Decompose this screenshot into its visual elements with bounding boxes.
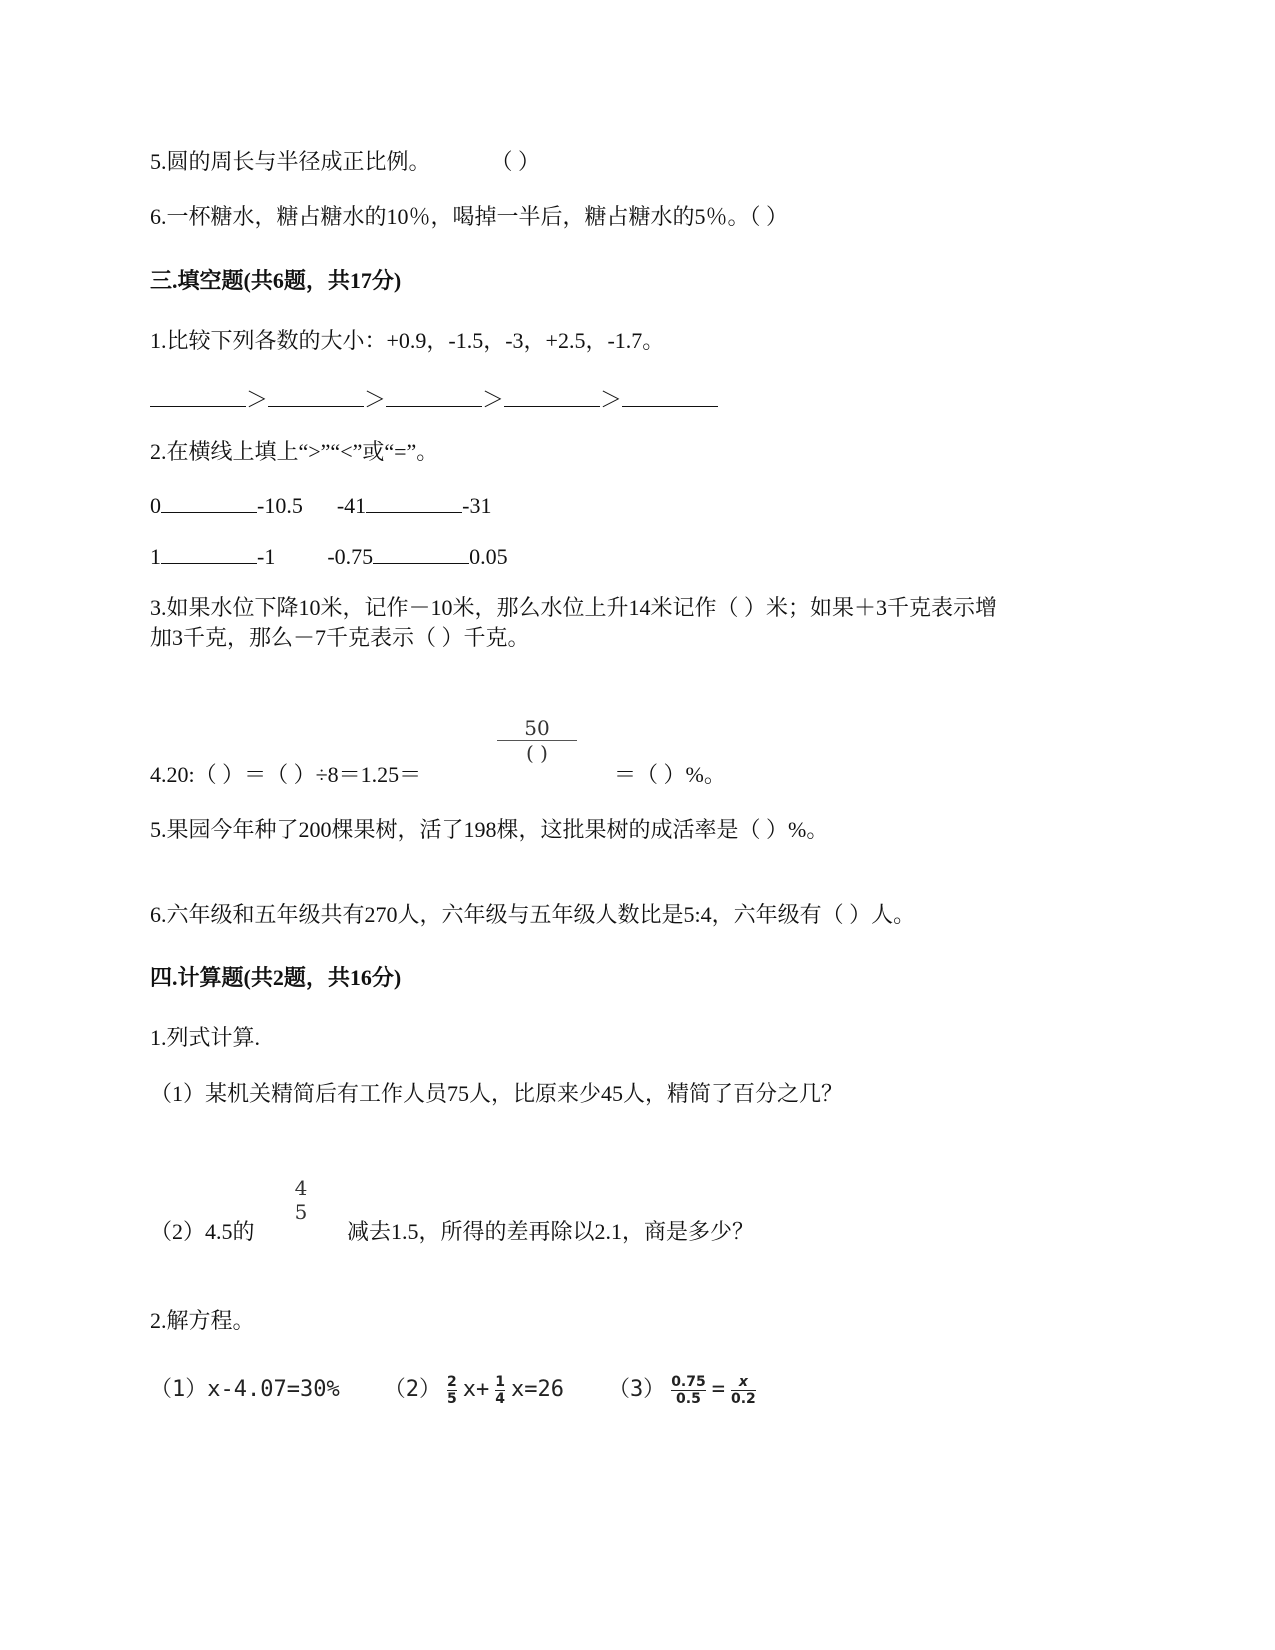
judge-q5-paren: （ ） <box>490 149 541 174</box>
blank[interactable] <box>504 384 600 407</box>
value: 0.05 <box>469 544 508 569</box>
fill-q1: 1.比较下列各数的大小：+0.9，-1.5，-3，+2.5，-1.7。 <box>150 328 665 353</box>
blank[interactable] <box>150 384 246 407</box>
gt-sign: ＞ <box>482 387 505 412</box>
equation-1: （1）x-4.07=30% <box>150 1377 340 1402</box>
equation-2-mid: x+ <box>462 1377 490 1402</box>
calc-q1-2-left: （2）4.5的 <box>150 1219 255 1244</box>
gt-sign: ＞ <box>246 387 269 412</box>
fraction-den: 0.2 <box>730 1390 756 1407</box>
blank[interactable] <box>373 541 469 564</box>
value: -41 <box>336 493 367 518</box>
equation-2-fraction-1 <box>447 1374 457 1407</box>
section3-title: 三.填空题(共6题，共17分) <box>150 268 402 293</box>
q4-fraction-num: 50 <box>524 716 550 740</box>
fill-q4-left: 4.20:（ ）＝（ ）÷8＝1.25＝ <box>150 762 422 787</box>
blank[interactable] <box>622 384 718 407</box>
section4-title: 四.计算题(共2题，共16分) <box>150 965 402 990</box>
fraction-num: x <box>738 1373 748 1390</box>
equation-2-suffix: x=26 <box>510 1377 564 1402</box>
fill-q3-line2: 加3千克，那么－7千克表示（ ）千克。 <box>150 625 530 650</box>
calc-q2: 2.解方程。 <box>150 1308 255 1333</box>
fraction-num: 0.75 <box>671 1373 706 1390</box>
q4-fraction <box>497 716 577 765</box>
equation-3-equals: = <box>711 1377 725 1402</box>
fill-q1-blanks <box>150 384 718 415</box>
value: -31 <box>462 493 492 518</box>
calc-q1-1: （1）某机关精简后有工作人员75人，比原来少45人，精简了百分之几？ <box>150 1081 844 1106</box>
q4-fraction-den: ( ) <box>526 741 548 765</box>
blank[interactable] <box>366 490 462 513</box>
fill-q6: 6.六年级和五年级共有270人，六年级与五年级人数比是5:4，六年级有（ ）人。 <box>150 902 916 927</box>
value: -10.5 <box>257 493 303 518</box>
q1-2-fraction-den: 5 <box>294 1200 308 1224</box>
blank[interactable] <box>161 541 257 564</box>
fraction-den: 0.5 <box>676 1390 701 1407</box>
equation-2-fraction-2 <box>495 1374 505 1407</box>
value: 0 <box>150 493 161 518</box>
fill-q5: 5.果园今年种了200棵果树，活了198棵，这批果树的成活率是（ ）%。 <box>150 817 829 842</box>
blank[interactable] <box>268 384 364 407</box>
q1-2-fraction-num: 4 <box>294 1176 308 1200</box>
gt-sign: ＞ <box>600 387 623 412</box>
fill-q2-row1 <box>150 490 491 521</box>
calc-q1: 1.列式计算. <box>150 1025 261 1050</box>
judge-q5-text: 5.圆的周长与半径成正比例。 <box>150 149 431 174</box>
calc-q1-2-right: 减去1.5，所得的差再除以2.1，商是多少？ <box>347 1219 755 1244</box>
fill-q2: 2.在横线上填上“>”“<”或“=”。 <box>150 439 439 464</box>
equation-2-prefix: （2） <box>383 1377 441 1402</box>
value: -1 <box>257 544 276 569</box>
value: 1 <box>150 544 161 569</box>
blank[interactable] <box>161 490 257 513</box>
q1-2-fraction <box>290 1176 312 1224</box>
gt-sign: ＞ <box>364 387 387 412</box>
fill-q2-row2 <box>150 541 508 572</box>
fraction-den: 4 <box>495 1390 505 1407</box>
fraction-num: 1 <box>495 1373 505 1390</box>
fraction-num: 2 <box>446 1373 457 1390</box>
equations-row <box>150 1372 762 1407</box>
equation-3-right-fraction <box>731 1374 756 1407</box>
equation-3-prefix: （3） <box>607 1377 666 1402</box>
judge-q6: 6.一杯糖水，糖占糖水的10％，喝掉一半后，糖占糖水的5％。（ ） <box>150 204 789 229</box>
equation-3-left-fraction <box>671 1374 706 1407</box>
judge-q5 <box>150 147 540 177</box>
fraction-den: 5 <box>446 1390 457 1407</box>
fill-q3-line1: 3.如果水位下降10米，记作－10米，那么水位上升14米记作（ ）米；如果＋3千克表示增 <box>150 595 998 620</box>
value: -0.75 <box>327 544 374 569</box>
fill-q4-right: ＝（ ）%。 <box>614 762 726 787</box>
blank[interactable] <box>386 384 482 407</box>
